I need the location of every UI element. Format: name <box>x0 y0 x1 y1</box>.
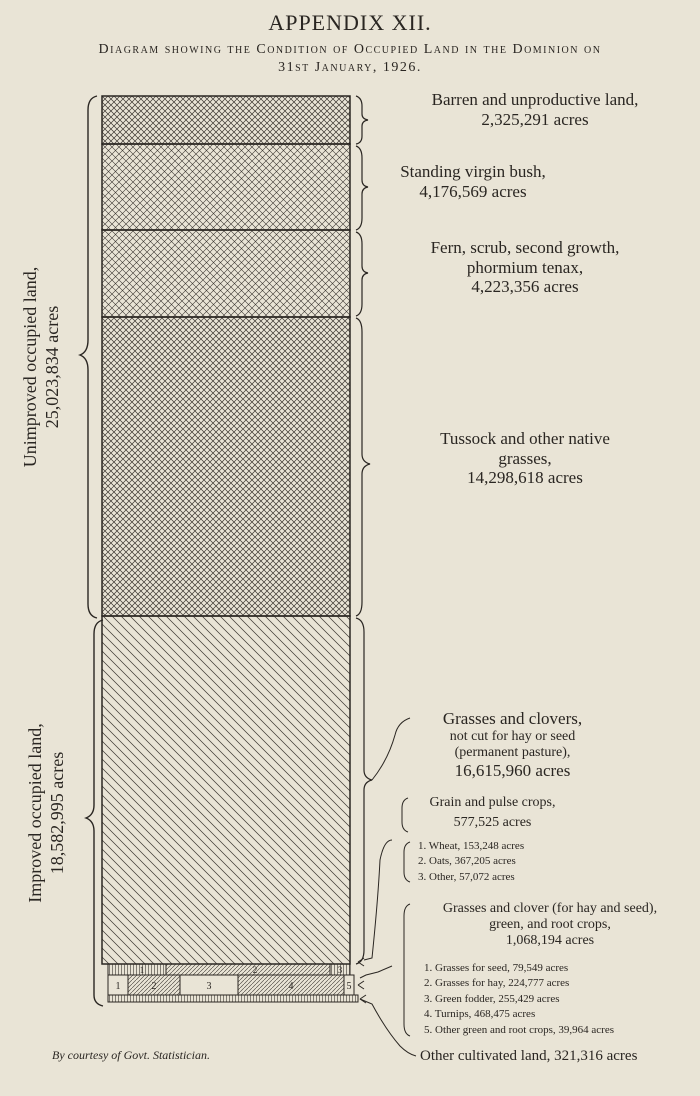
tussock-name2: grasses, <box>498 448 552 468</box>
segment-grasses <box>102 616 350 964</box>
grain-item-wheat: 1. Wheat, 153,248 acres <box>418 840 525 852</box>
barren-name: Barren and unproductive land, <box>431 90 639 109</box>
label-fern <box>380 238 670 297</box>
bar-num-hay-5: 5 <box>346 981 352 992</box>
page-title: APPENDIX XII. <box>268 10 432 35</box>
credit-note: By courtesy of Govt. Statistician. <box>52 1048 210 1062</box>
hay-item-turnips: 4. Turnips, 468,475 acres <box>424 1008 536 1021</box>
improved-line1: Improved occupied land, <box>25 723 45 903</box>
diagram-subtitle: Diagram showing the Condition of Occupied Land in the Dominion on <box>98 42 602 57</box>
grain-acres: 577,525 acres <box>453 815 532 831</box>
bar-num-hay-3: 3 <box>206 981 212 992</box>
segment-fern <box>102 230 350 317</box>
unimproved-line1: Unimproved occupied land, <box>20 266 40 468</box>
arrow-other <box>360 995 366 1003</box>
grain-items <box>418 839 618 885</box>
leader-grain <box>364 840 392 960</box>
bar-num-hay-2: 2 <box>151 981 157 992</box>
segment-grain-oats <box>166 964 330 975</box>
bar-num-hay-4: 4 <box>288 981 294 992</box>
brace-tussock <box>356 318 370 616</box>
label-grasses <box>405 709 620 780</box>
leader-other <box>360 999 416 1056</box>
diagram-date: 31st January, 1926. <box>278 60 422 75</box>
label-tussock <box>385 429 665 488</box>
hay-item-fodder: 3. Green fodder, 255,429 acres <box>424 992 560 1005</box>
bush-acres: 4,176,569 acres <box>419 181 527 201</box>
arrow-hay <box>358 981 364 989</box>
grasses-acres: 16,615,960 acres <box>454 760 571 780</box>
hay-sub: green, and root crops, <box>489 917 611 933</box>
brace-grasses <box>356 618 372 964</box>
segment-barren <box>102 96 350 144</box>
tussock-name1: Tussock and other native <box>440 429 610 448</box>
hay-name: Grasses and clover (for hay and seed), <box>442 901 658 916</box>
hay-item-seed: 1. Grasses for seed, 79,549 acres <box>424 962 569 974</box>
grain-item-other: 3. Other, 57,072 acres <box>418 870 515 883</box>
fern-name2: phormium tenax, <box>466 257 584 277</box>
brace-grain-items <box>404 842 410 882</box>
bar-num-grain-3: 3 <box>337 965 343 975</box>
hay-item-hay: 2. Grasses for hay, 224,777 acres <box>424 977 570 990</box>
label-bush <box>368 162 578 201</box>
label-hay <box>405 901 695 949</box>
grasses-sub1: not cut for hay or seed <box>449 728 576 744</box>
label-grain <box>405 795 580 831</box>
improved-line2: 18,582,995 acres <box>46 751 67 875</box>
segment-bush <box>102 144 350 230</box>
brace-barren <box>356 96 368 144</box>
brace-unimproved <box>80 96 97 618</box>
hay-items <box>424 961 694 1038</box>
segment-tussock <box>102 317 350 616</box>
grasses-sub2: (permanent pasture), <box>454 744 571 760</box>
segment-grain-wheat <box>108 964 166 975</box>
fern-acres: 4,223,356 acres <box>471 277 579 297</box>
unimproved-label <box>20 217 70 517</box>
grain-item-oats: 2. Oats, 367,205 acres <box>418 855 516 868</box>
bar-num-grain-2: 2 <box>252 965 258 975</box>
brace-fern <box>356 232 368 316</box>
unimproved-line2: 25,023,834 acres <box>41 305 62 429</box>
brace-bush <box>356 146 368 230</box>
label-other-cultivated: Other cultivated land, 321,316 acres <box>420 1048 638 1064</box>
grain-name: Grain and pulse crops, <box>429 795 556 810</box>
hay-item-other: 5. Other green and root crops, 39,964 acres <box>424 1023 614 1036</box>
improved-label <box>25 678 75 948</box>
bar-num-hay-1: 1 <box>115 981 121 992</box>
segment-other-cultivated <box>108 995 358 1002</box>
grasses-name: Grasses and clovers, <box>442 709 583 728</box>
arrow-grain <box>358 958 364 966</box>
fern-name1: Fern, scrub, second growth, <box>430 238 620 257</box>
label-barren <box>375 90 695 129</box>
tussock-acres: 14,298,618 acres <box>467 468 583 488</box>
brace-improved <box>86 620 103 1006</box>
hay-acres: 1,068,194 acres <box>505 933 595 949</box>
bar-num-grain-1: 1 <box>139 965 145 975</box>
barren-acres: 2,325,291 acres <box>481 109 589 129</box>
leader-hay <box>360 966 392 978</box>
bush-name: Standing virgin bush, <box>400 162 546 181</box>
